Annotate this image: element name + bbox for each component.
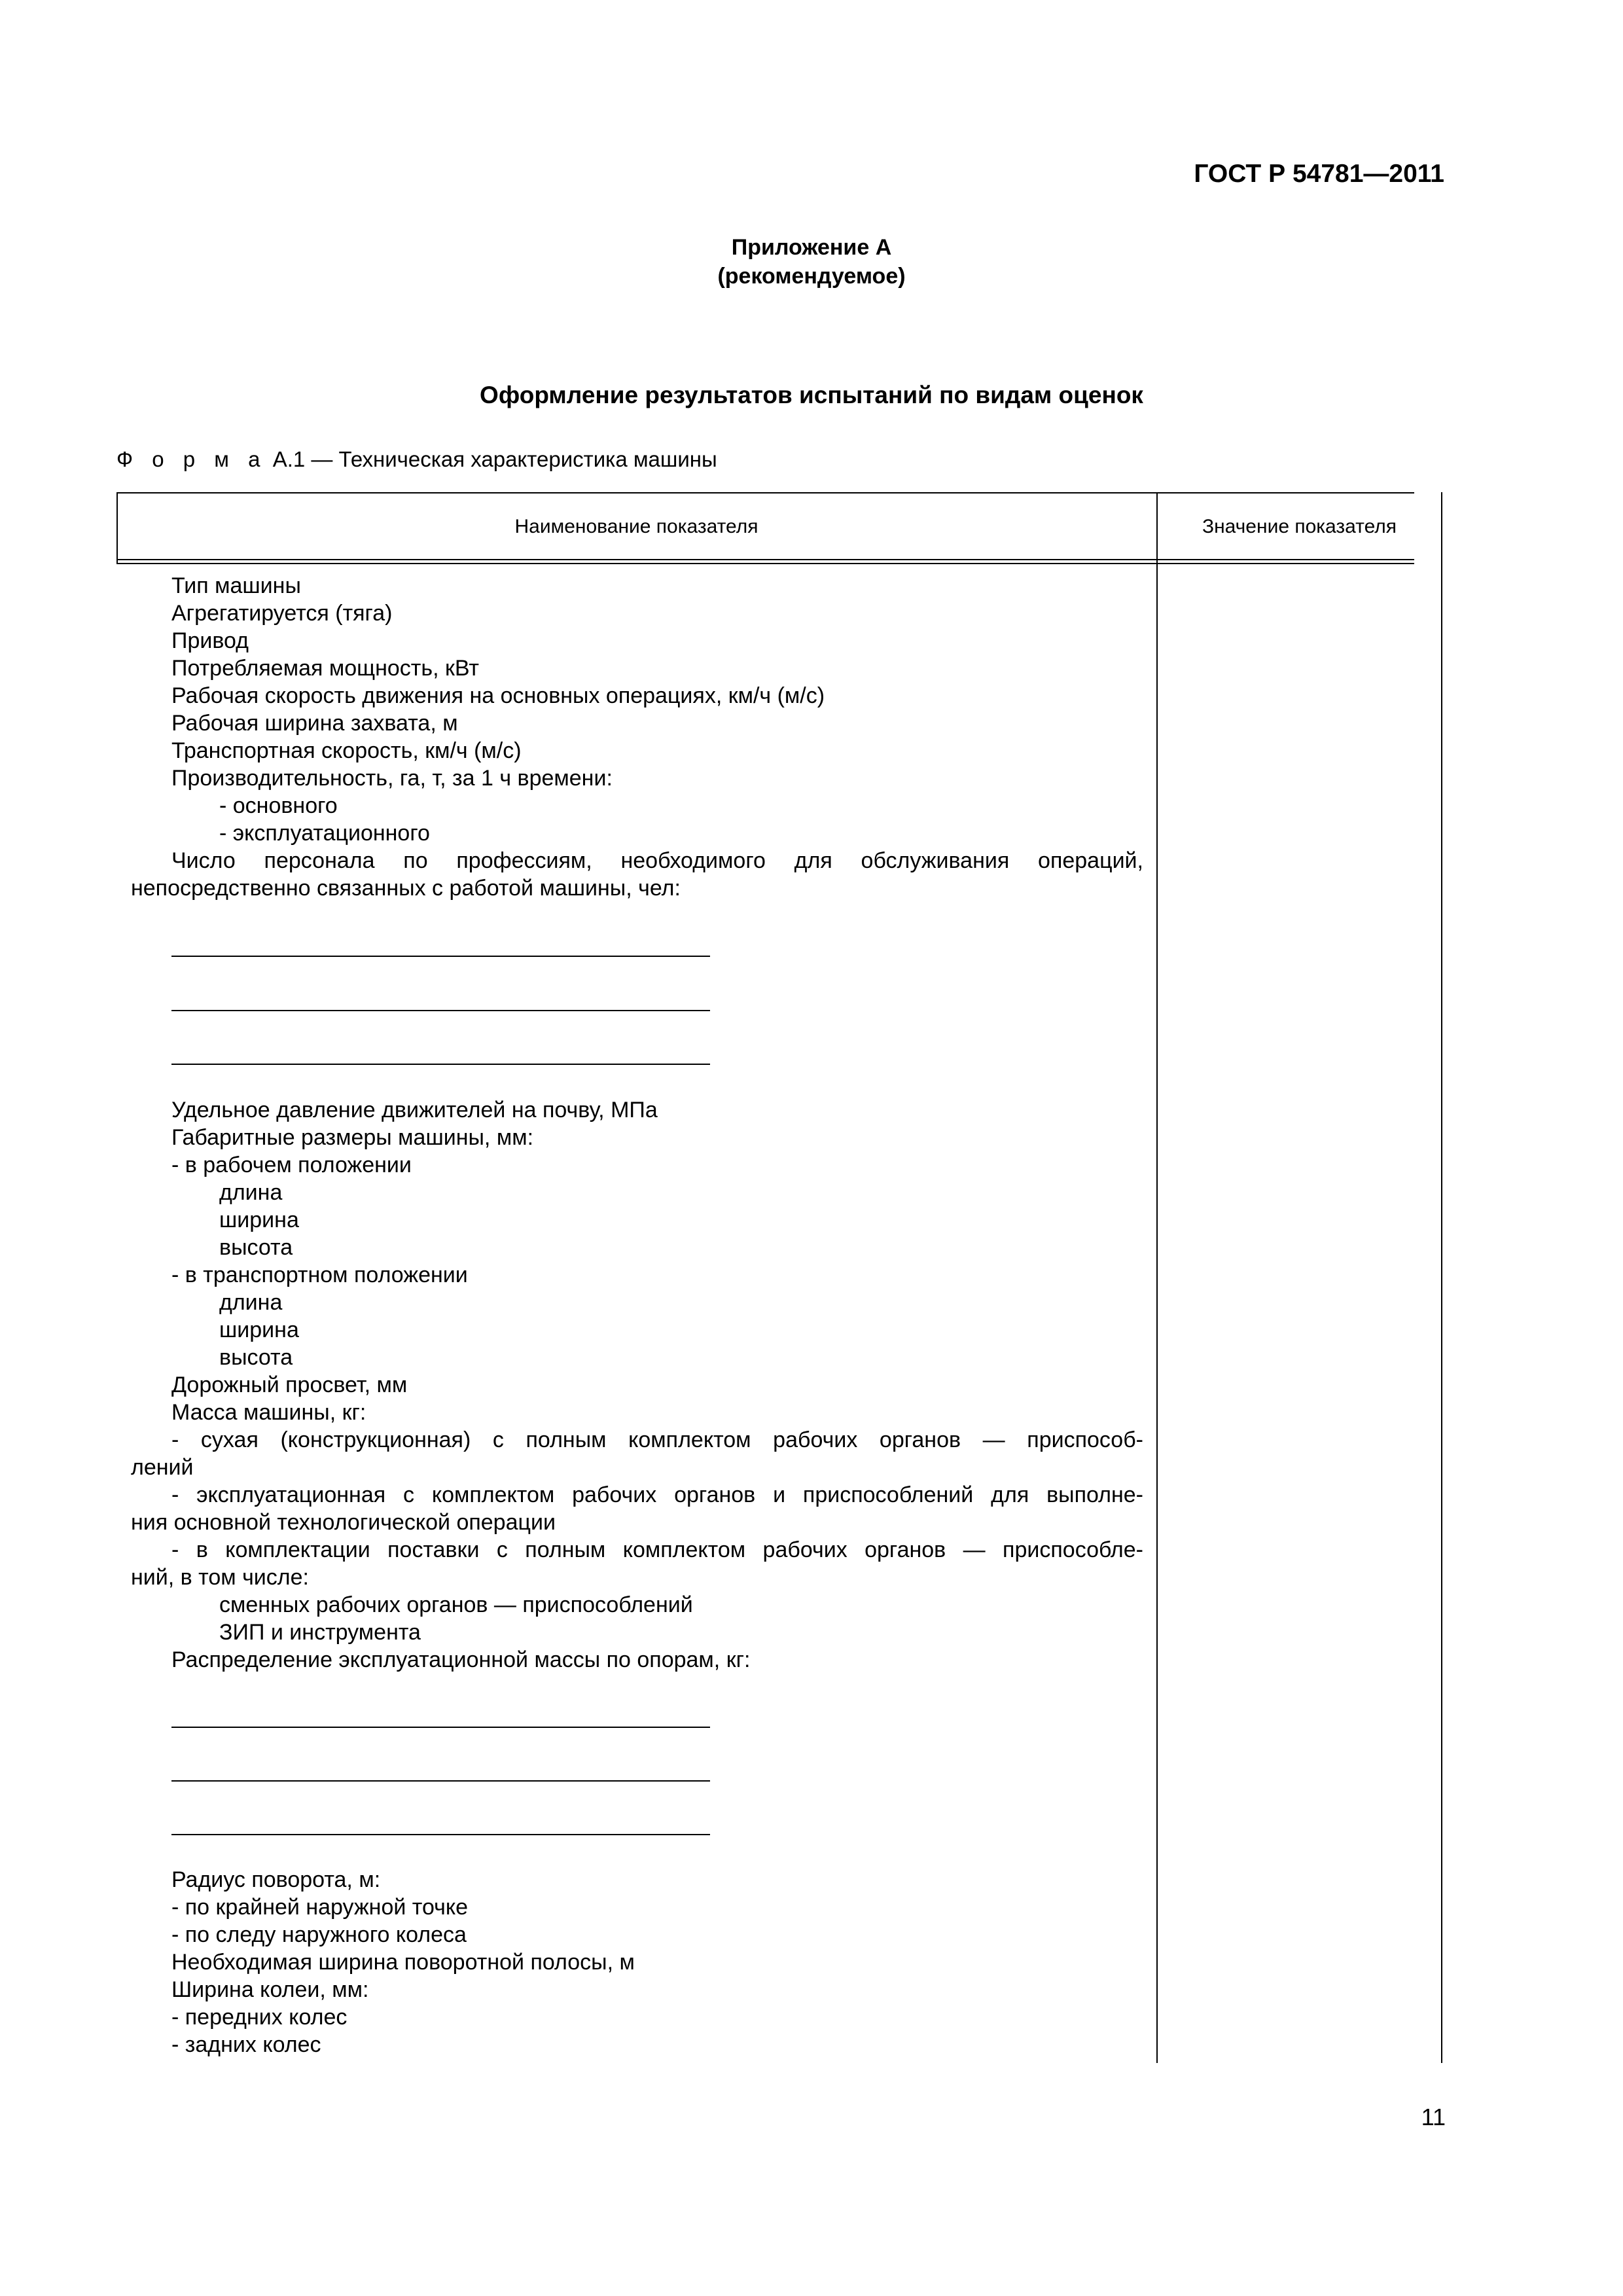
row-ground-clearance: Дорожный просвет, мм <box>171 1372 408 1397</box>
row-personnel-line1: Число персонала по профессиям, необходимого для обслуживания операций, <box>171 848 1143 873</box>
row-working-width-dim: ширина <box>219 1208 299 1232</box>
table-column-divider <box>1156 492 1158 2063</box>
row-working-width: Рабочая ширина захвата, м <box>171 711 458 736</box>
document-code: ГОСТ Р 54781—2011 <box>1194 160 1444 188</box>
row-working-length: длина <box>219 1180 283 1205</box>
table-top-border <box>116 492 1414 493</box>
blank-line <box>171 1064 710 1065</box>
row-machine-type: Тип машины <box>171 573 301 598</box>
row-working-position: - в рабочем положении <box>171 1153 412 1177</box>
row-transport-position: - в транспортном положении <box>171 1263 468 1287</box>
row-personnel-line2: непосредственно связанных с работой машины, чел: <box>131 876 681 901</box>
column-header-value: Значение показателя <box>1202 516 1397 537</box>
table-right-border <box>1441 492 1442 2063</box>
row-spare-parts: ЗИП и инструмента <box>219 1620 421 1645</box>
blank-line <box>171 1834 710 1835</box>
row-dimensions: Габаритные размеры машины, мм: <box>171 1125 534 1150</box>
table-header-separator <box>116 559 1414 560</box>
page-number: 11 <box>1421 2104 1446 2130</box>
row-ground-pressure: Удельное давление движителей на почву, МПа <box>171 1098 658 1122</box>
row-delivery-mass-line2: ний, в том числе: <box>131 1565 309 1590</box>
row-aggregation: Агрегатируется (тяга) <box>171 601 393 626</box>
blank-line <box>171 1780 710 1782</box>
row-power: Потребляемая мощность, кВт <box>171 656 479 681</box>
row-operational-mass-line1: - эксплуатационная с комплектом рабочих органов и приспособлений для выполне- <box>171 1482 1143 1507</box>
row-machine-mass: Масса машины, кг: <box>171 1400 366 1425</box>
form-caption <box>116 447 717 472</box>
row-dry-mass-line1: - сухая (конструкционная) с полным комплектом рабочих органов — приспособ- <box>171 1427 1143 1452</box>
row-transport-length: длина <box>219 1290 283 1315</box>
row-dry-mass-line2: лений <box>131 1455 194 1480</box>
row-transport-speed: Транспортная скорость, км/ч (м/с) <box>171 738 522 763</box>
row-productivity: Производительность, га, т, за 1 ч времени: <box>171 766 613 791</box>
row-transport-height: высота <box>219 1345 293 1370</box>
row-mass-distribution: Распределение эксплуатационной массы по опорам, кг: <box>171 1647 751 1672</box>
row-productivity-main: - основного <box>219 793 338 818</box>
row-drive: Привод <box>171 628 249 653</box>
row-working-height: высота <box>219 1235 293 1260</box>
row-turning-radius: Радиус поворота, м: <box>171 1867 381 1892</box>
row-radius-outer-wheel: - по следу наружного колеса <box>171 1922 467 1947</box>
table-header-separator-double <box>116 563 1414 564</box>
annex-subtitle: (рекомендуемое) <box>717 264 906 289</box>
form-caption-prefix: Ф о р м а <box>116 447 267 471</box>
row-working-speed: Рабочая скорость движения на основных операциях, км/ч (м/с) <box>171 683 825 708</box>
row-productivity-operational: - эксплуатационного <box>219 821 430 846</box>
annex-title: Приложение А <box>731 235 892 260</box>
row-track-width: Ширина колеи, мм: <box>171 1977 369 2002</box>
section-title: Оформление результатов испытаний по видам оценок <box>480 382 1143 408</box>
blank-line <box>171 1727 710 1728</box>
row-radius-outer-point: - по крайней наружной точке <box>171 1895 469 1920</box>
row-rear-wheels: - задних колес <box>171 2032 321 2057</box>
annex-heading <box>0 233 1623 291</box>
row-delivery-mass-line1: - в комплектации поставки с полным комплектом рабочих органов — приспособле- <box>171 1537 1143 1562</box>
blank-line <box>171 1010 710 1011</box>
blank-line <box>171 956 710 957</box>
row-replaceable-tools: сменных рабочих органов — приспособлений <box>219 1592 693 1617</box>
row-front-wheels: - передних колес <box>171 2005 348 2030</box>
row-headland-width: Необходимая ширина поворотной полосы, м <box>171 1950 635 1975</box>
row-transport-width-dim: ширина <box>219 1318 299 1342</box>
row-operational-mass-line2: ния основной технологической операции <box>131 1510 556 1535</box>
form-caption-text: А.1 — Техническая характеристика машины <box>272 447 717 471</box>
column-header-name: Наименование показателя <box>514 516 758 537</box>
